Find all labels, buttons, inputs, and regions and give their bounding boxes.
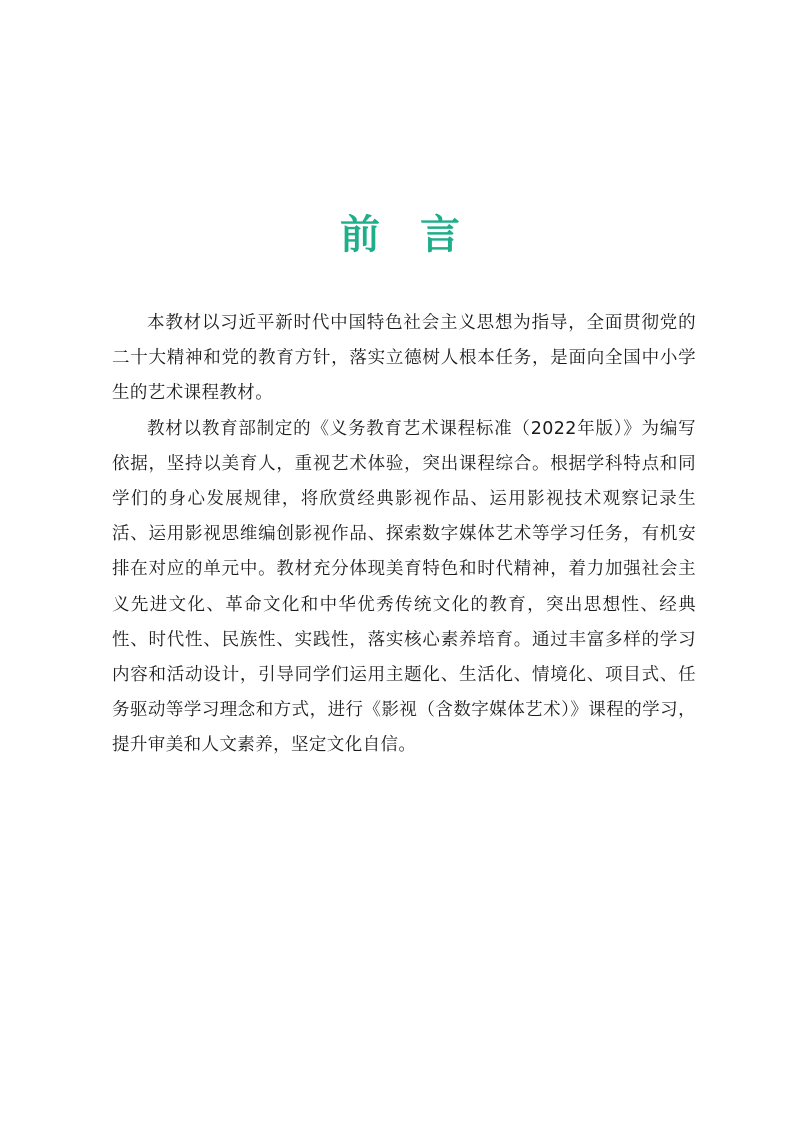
page-title: 前言 bbox=[340, 211, 500, 258]
paragraph-intro: 本教材以习近平新时代中国特色社会主义思想为指导，全面贯彻党的二十大精神和党的教育方针，落实立德树人根本任务，是面向全国中小学生的艺术课程教材。 bbox=[112, 313, 696, 404]
paragraph-description: 教材以教育部制定的《义务教育艺术课程标准（2022年版）》为编写依据，坚持以美育人，重视艺术体验，突出课程综合。根据学科特点和同学们的身心发展规律，将欣赏经典影视作品、运用影视技术观察记录生活、运用影视思维编创影视作品、探索数字媒体艺术等学习任务，有机安排在对应的单元中。教材充分体现美育特色和时代精神，着力加强社会主义先进文化、革命文化和中华优秀传统文化的教育，突出思想性、经典性、时代性、民族性、实践性，落实核心素养培育。通过丰富多样的学习内容和活动设计，引导同学们运用主题化、生活化、情境化、项目式、任务驱动等学习理念和方式，进行《影视（含数字媒体艺术）》课程的学习，提升审美和人文素养，坚定文化自信。 bbox=[112, 418, 696, 756]
body-text bbox=[112, 306, 696, 764]
